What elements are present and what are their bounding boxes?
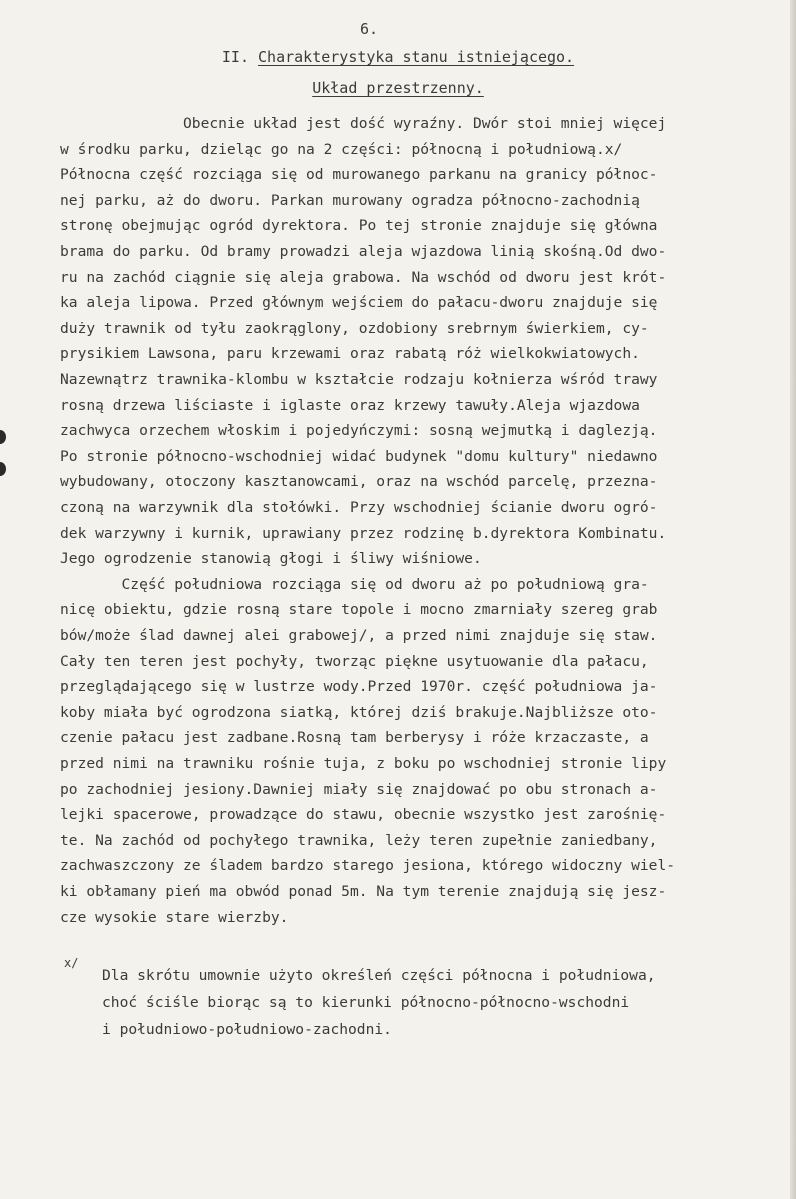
text-line: przed nimi na trawniku rośnie tuja, z boku po wschodniej stronie lipy: [60, 755, 667, 772]
text-line: Po stronie północno-wschodniej widać budynek "domu kultury" niedawno: [60, 447, 658, 465]
footnote-line: Dla skrótu umownie użyto określeń części północna i południowa,: [102, 967, 656, 984]
footnote-line: choć ściśle biorąc są to kierunki północno-północno-wschodni: [102, 994, 630, 1011]
text-line: przeglądającego się w lustrze wody.Przed 1970r. część południowa ja-: [60, 678, 658, 696]
text-line: Część południowa rozciąga się od dworu aż po południową gra-: [60, 575, 649, 593]
text-line: nicę obiektu, gdzie rosną stare topole i mocno zmarniały szereg grab: [60, 601, 658, 619]
subsection-title-text: Układ przestrzenny.: [312, 79, 484, 97]
footnote-mark: x/: [64, 956, 79, 970]
text-line: czoną na warzywnik dla stołówki. Przy wschodniej ścianie dworu ogró-: [60, 499, 658, 516]
text-line: koby miała być ogrodzona siatką, której dziś brakuje.Najbliższe oto-: [60, 703, 658, 721]
page-number: 6.: [360, 20, 379, 38]
subsection-title: [0, 79, 796, 97]
text-line: nej parku, aż do dworu. Parkan murowany ogradza północno-zachodnią: [60, 191, 640, 209]
section-title-text: Charakterystyka stanu istniejącego.: [258, 48, 575, 66]
text-line: lejki spacerowe, prowadzące do stawu, obecnie wszystko jest zarośnię-: [60, 806, 667, 824]
page-edge: [790, 0, 796, 1199]
text-line: w środku parku, dzieląc go na 2 części: północną i południową.x/: [60, 140, 623, 158]
text-line: prysikiem Lawsona, paru krzewami oraz rabatą róż wielkokwiatowych.: [60, 345, 640, 363]
text-line: po zachodniej jesiony.Dawniej miały się znajdować po obu stronach a-: [60, 780, 658, 798]
text-line: Nazewnątrz trawnika-klombu w kształcie rodzaju kołnierza wśród trawy: [60, 371, 658, 388]
text-line: ru na zachód ciągnie się aleja grabowa. Na wschód od dworu jest krót-: [60, 268, 667, 286]
text-line: Jego ogrodzenie stanowią głogi i śliwy wiśniowe.: [60, 550, 482, 568]
section-roman-numeral: II.: [221, 48, 249, 66]
punch-hole: [0, 430, 6, 444]
text-line: dek warzywny i kurnik, uprawiany przez rodzinę b.dyrektora Kombinatu.: [60, 524, 667, 542]
text-line: stronę obejmując ogród dyrektora. Po tej stronie znajduje się główna: [60, 217, 658, 235]
text-line: zachwaszczony ze śladem bardzo starego jesiona, którego widoczny wiel-: [60, 857, 676, 875]
text-line: te. Na zachód od pochyłego trawnika, leży teren zupełnie zaniedbany,: [60, 831, 658, 849]
text-line: Obecnie układ jest dość wyraźny. Dwór stoi mniej więcej: [60, 115, 667, 132]
text-line: bów/może ślad dawnej alei grabowej/, a przed nimi znajduje się staw.: [60, 627, 658, 644]
text-line: Cały ten teren jest pochyły, tworząc piękne usytuowanie dla pałacu,: [60, 652, 649, 670]
text-line: wybudowany, otoczony kasztanowcami, oraz na wschód parcelę, przezna-: [60, 473, 658, 491]
text-line: brama do parku. Od bramy prowadzi aleja wjazdowa linią skośną.Od dwo-: [60, 243, 667, 260]
text-line: ki obłamany pień ma obwód ponad 5m. Na tym terenie znajdują się jesz-: [60, 883, 667, 900]
footnote-line: i południowo-południowo-zachodni.: [102, 1021, 392, 1038]
text-line: czenie pałacu jest zadbane.Rosną tam berberysy i róże krzaczaste, a: [60, 729, 649, 747]
text-line: zachwyca orzechem włoskim i pojedyńczymi: sosną wejmutką i daglezją.: [60, 422, 658, 440]
text-line: rosną drzewa liściaste i iglaste oraz krzewy tawuły.Aleja wjazdowa: [60, 396, 640, 414]
text-line: cze wysokie stare wierzby.: [60, 908, 289, 926]
punch-hole: [0, 462, 6, 476]
text-line: duży trawnik od tyłu zaokrąglony, ozdobiony srebrnym świerkiem, cy-: [60, 319, 649, 337]
text-line: Północna część rozciąga się od murowanego parkanu na granicy północ-: [60, 166, 658, 184]
section-title: [0, 48, 796, 66]
text-line: ka aleja lipowa. Przed głównym wejściem do pałacu-dworu znajduje się: [60, 294, 658, 312]
